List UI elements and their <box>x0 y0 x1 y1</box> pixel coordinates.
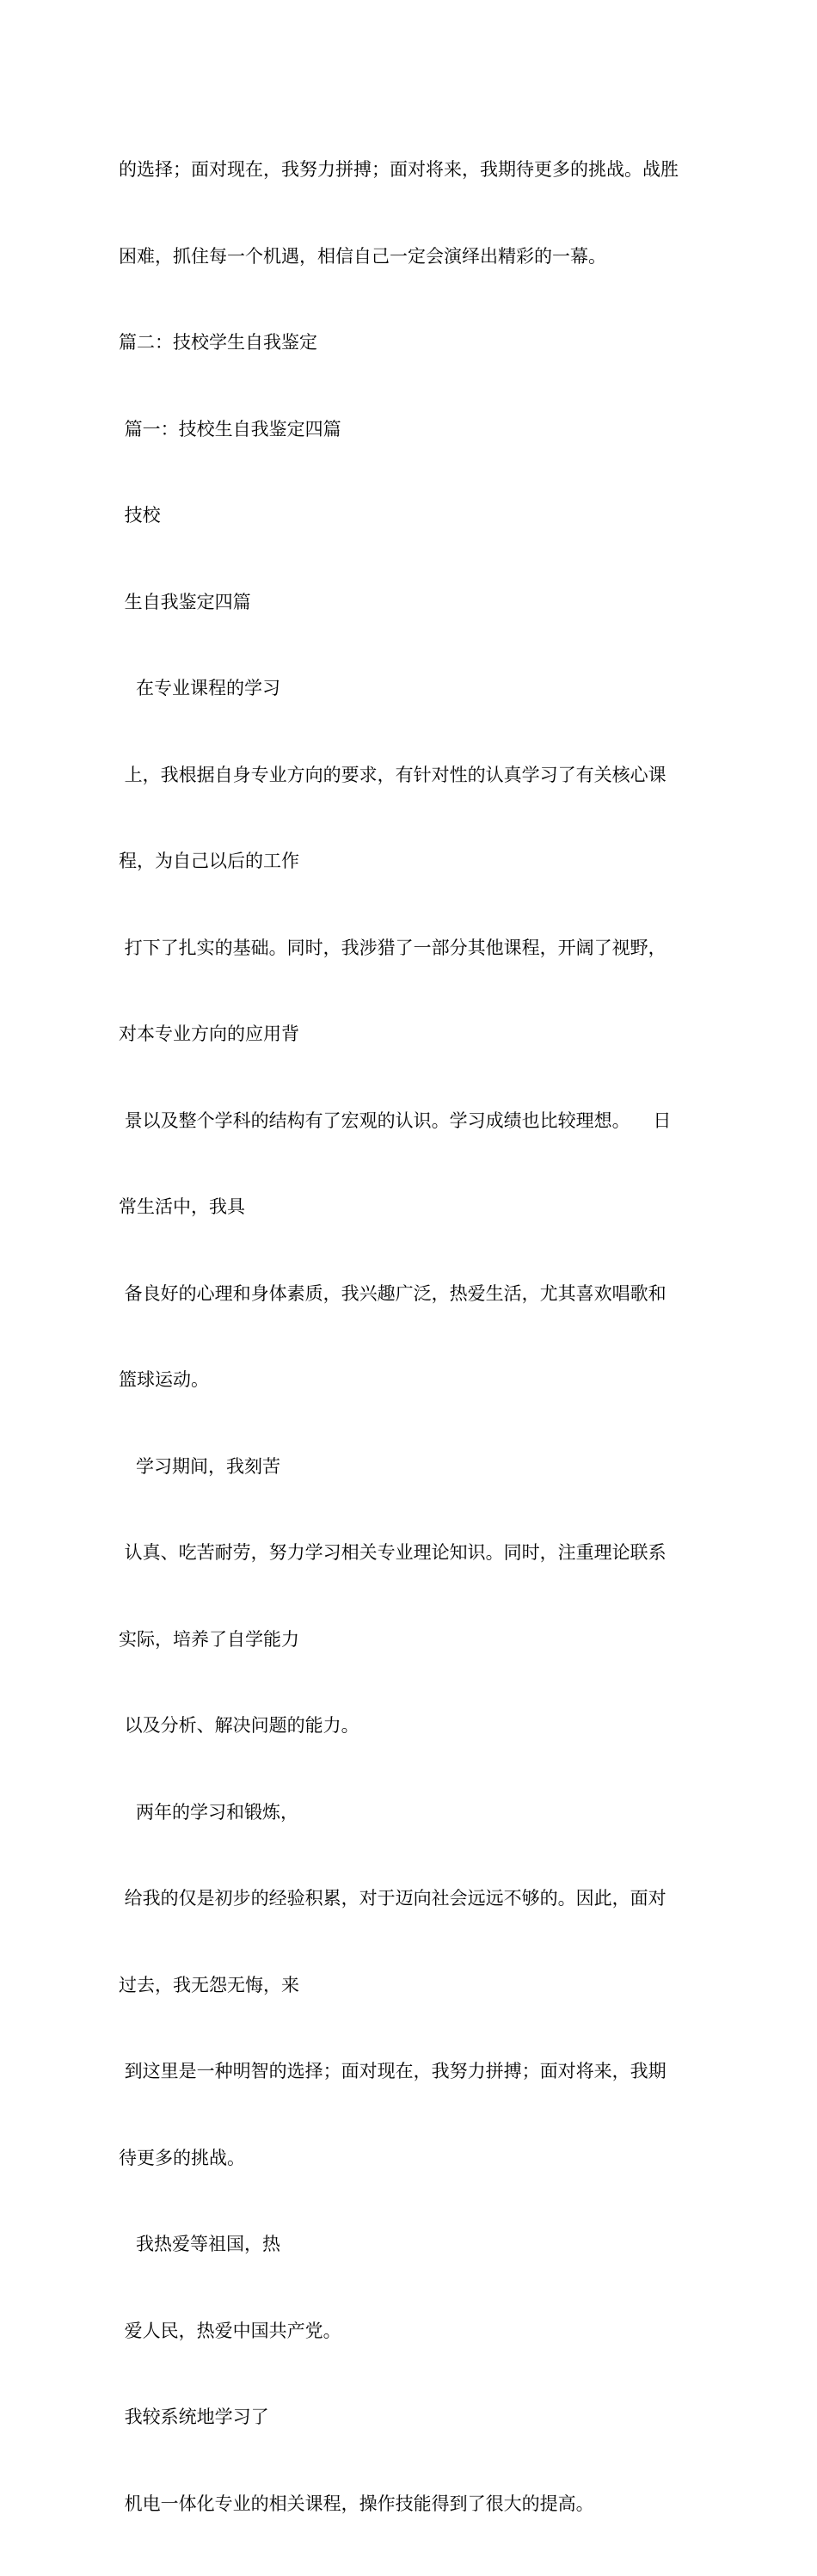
subsection-heading: 篇一：技校生自我鉴定四篇 <box>119 418 341 440</box>
text-line: 程，为自己以后的工作 <box>119 851 299 871</box>
text-line: 的选择；面对现在，我努力拼搏；面对将来，我期待更多的挑战。战胜 <box>119 159 679 180</box>
text-line: 我热爱等祖国，热 <box>119 2234 281 2254</box>
text-line: 给我的仅是初步的经验积累，对于迈向社会远远不够的。因此，面对 <box>119 1888 666 1909</box>
text-line: 在专业课程的学习 <box>119 678 281 698</box>
text-line: 学习期间，我刻苦 <box>119 1455 281 1477</box>
text-line: 篮球运动。 <box>119 1369 209 1390</box>
document-body <box>119 98 703 2576</box>
text-line: 景以及整个学科的结构有了宏观的认识。学习成绩也比较理想。 日 <box>119 1110 672 1131</box>
text-line: 机电一体化专业的相关课程，操作技能得到了很大的提高。 <box>119 2493 594 2514</box>
text-line: 认真、吃苦耐劳，努力学习相关专业理论知识。同时，注重理论联系 <box>119 1542 666 1563</box>
text-line: 技校 <box>119 505 161 526</box>
text-line: 打下了扎实的基础。同时，我涉猎了一部分其他课程，开阔了视野， <box>119 937 666 958</box>
text-line: 生自我鉴定四篇 <box>119 591 251 612</box>
text-line: 上，我根据自身专业方向的要求，有针对性的认真学习了有关核心课 <box>119 764 666 785</box>
text-line: 困难，抓住每一个机遇，相信自己一定会演绎出精彩的一幕。 <box>119 245 606 267</box>
text-line: 过去，我无怨无悔，来 <box>119 1974 299 1995</box>
text-line: 待更多的挑战。 <box>119 2147 245 2168</box>
text-line: 实际，培养了自学能力 <box>119 1628 299 1650</box>
text-line: 备良好的心理和身体素质，我兴趣广泛，热爱生活，尤其喜欢唱歌和 <box>119 1282 666 1304</box>
text-line: 到这里是一种明智的选择；面对现在，我努力拼搏；面对将来，我期 <box>119 2061 666 2081</box>
text-line: 我较系统地学习了 <box>119 2407 269 2427</box>
text-line: 以及分析、解决问题的能力。 <box>119 1715 359 1736</box>
text-line: 爱人民，热爱中国共产党。 <box>119 2320 341 2341</box>
text-line: 两年的学习和锻炼， <box>119 1801 299 1823</box>
text-line: 常生活中，我具 <box>119 1196 245 1217</box>
section-heading: 篇二：技校学生自我鉴定 <box>119 332 317 353</box>
text-line: 对本专业方向的应用背 <box>119 1024 299 1044</box>
